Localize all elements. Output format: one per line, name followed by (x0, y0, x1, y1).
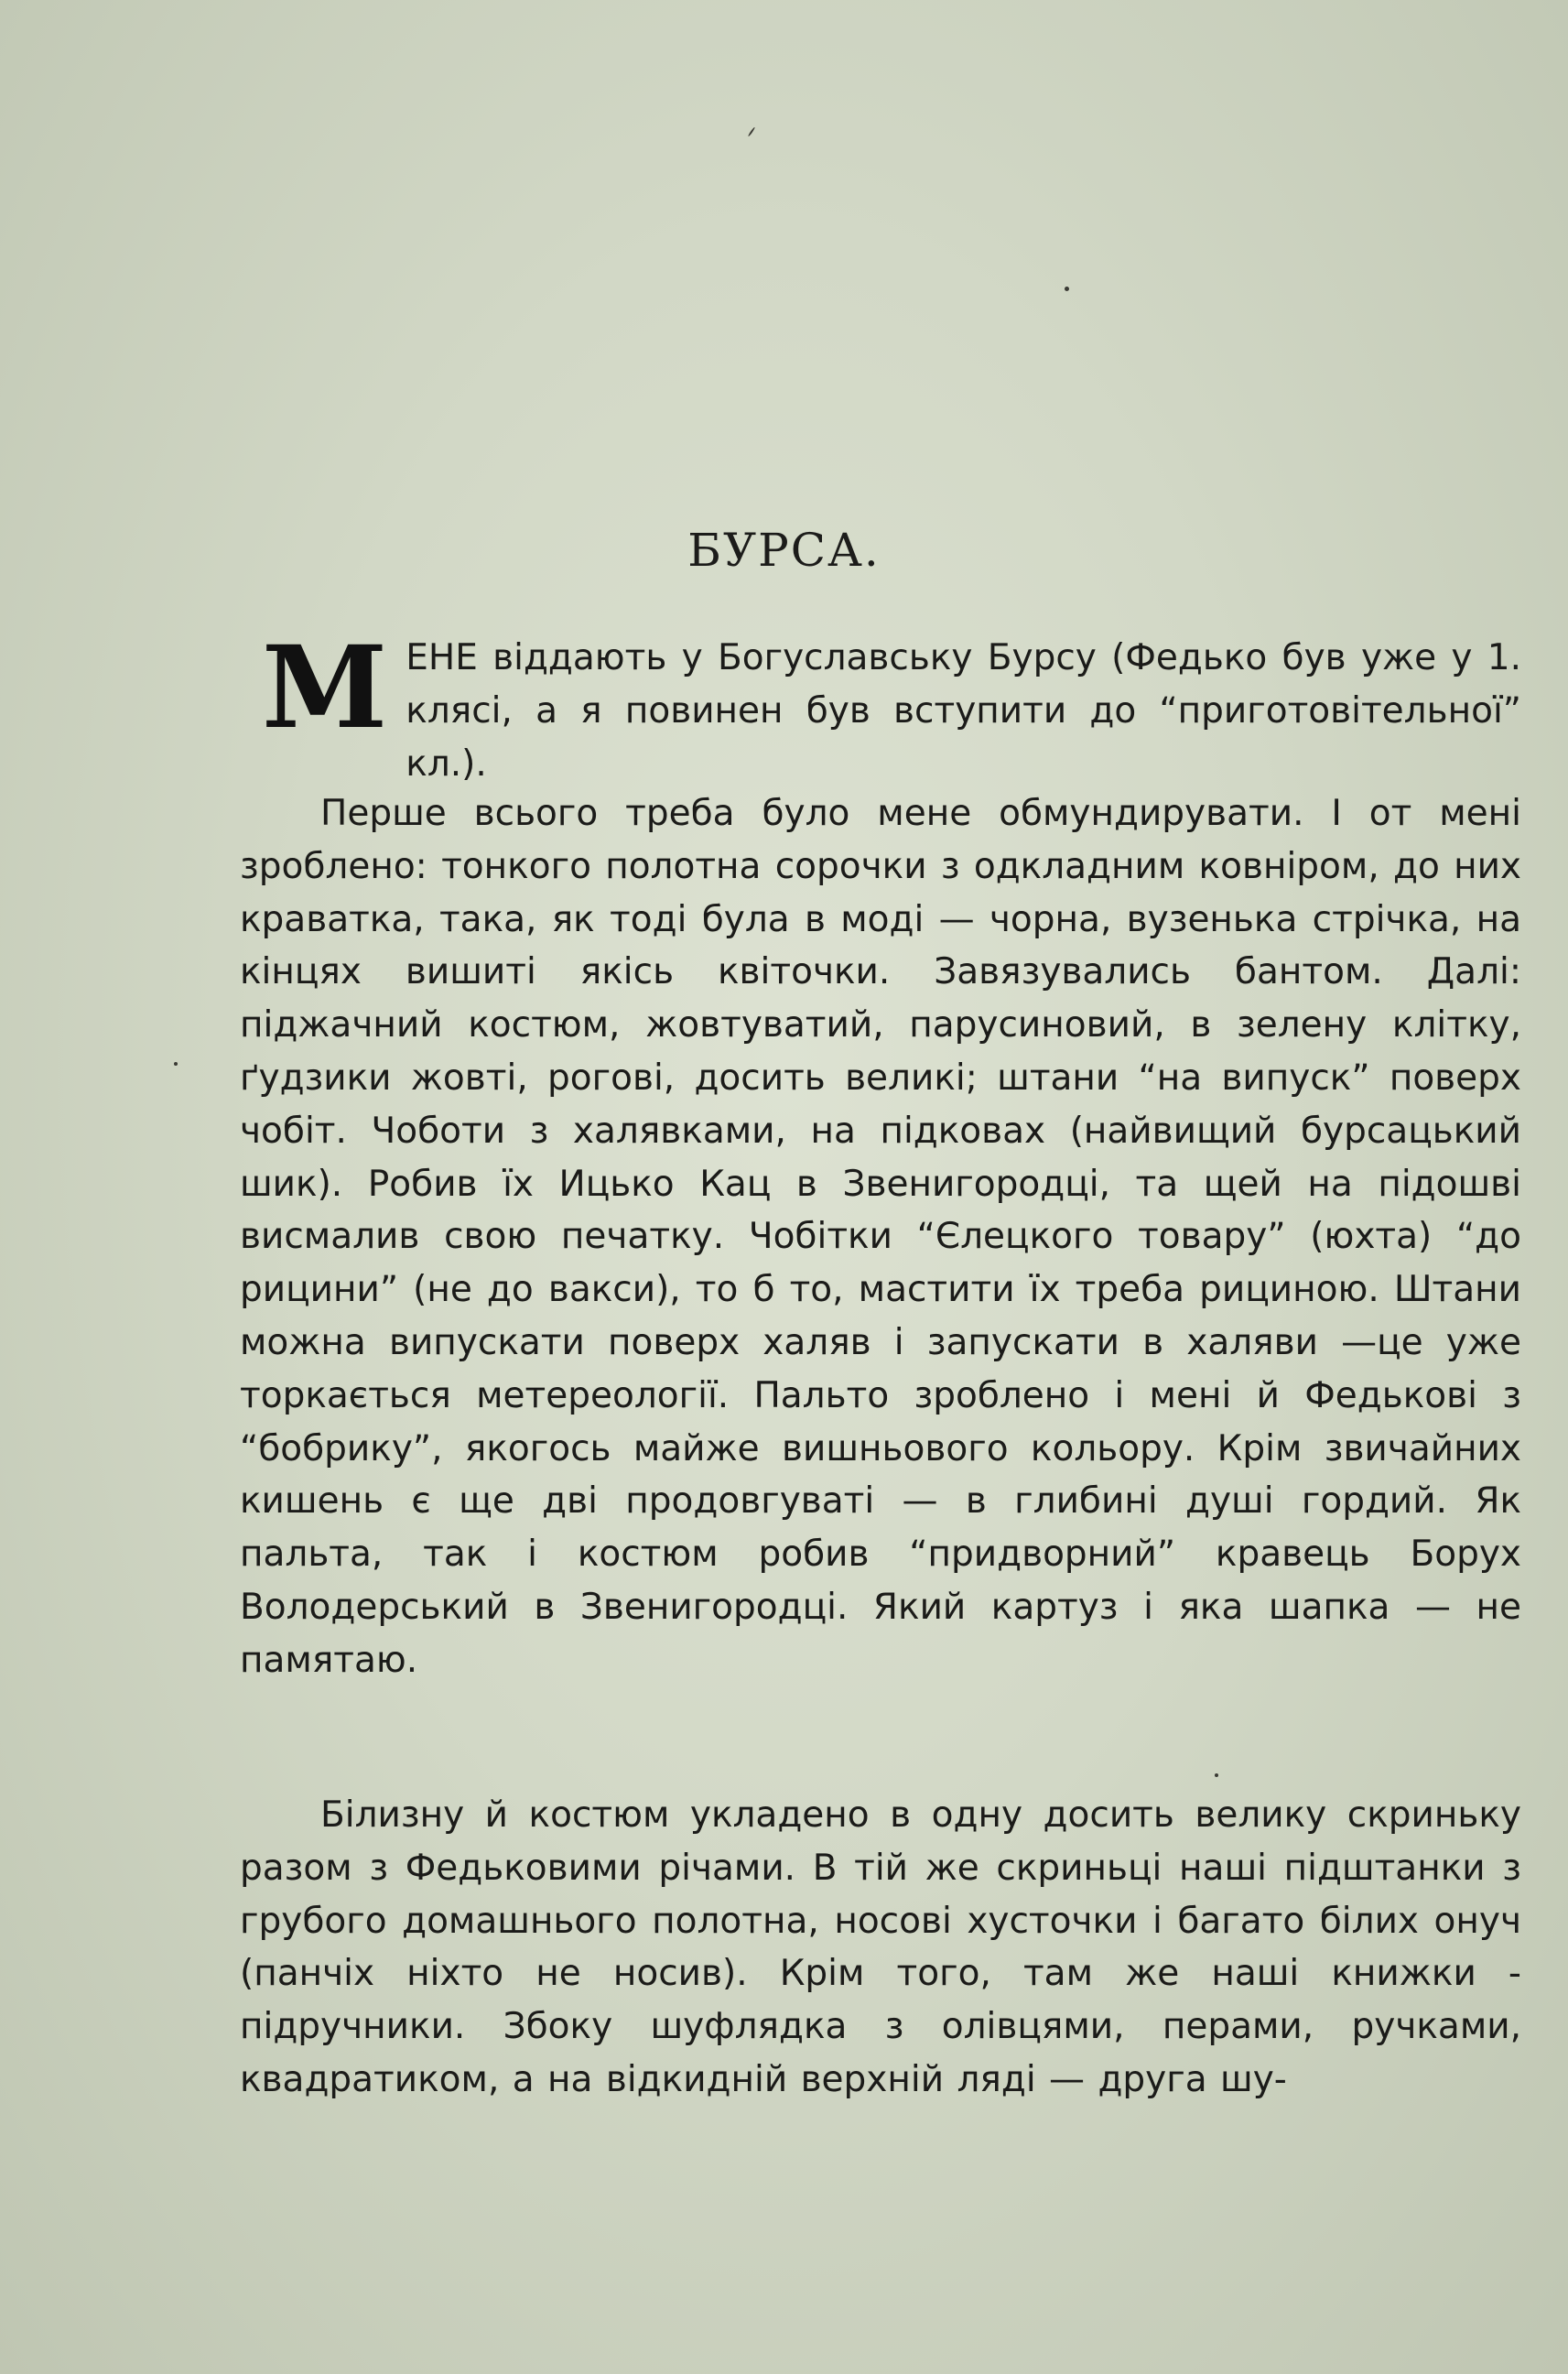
ink-speck (1065, 287, 1069, 291)
paragraph-uniform: Перше всього треба було мене обмундирувати. І от мені зроблено: тонкого полотна сорочки з одкладним ковніром, до них краватка, така, як тоді була в моді — чорна, вузенька стрічка, на кінцях вишиті якісь квіточки. Завязувались бантом. Далі: піджачний костюм, жовтуватий, парусиновий, в зелену клітку, ґудзики жовті, рогові, досить великі; штани “на випуск” поверх чобіт. Чоботи з халявками, на підковах (найвищий бурсацький шик). Робив їх Ицько Кац в Звенигородці, та щей на підошві висмалив свою печатку. Чобітки “Єлецкого товару” (юхта) “до рицини” (не до вакси), то б то, мастити їх треба рициною. Штани можна випускати поверх халяв і запускати в халяви —це уже торкається метереології. Пальто зроблено і мені й Федькові з “бобрику”, якогось майже вишньового кольору. Крім звичайних кишень є ще дві продовгуваті — в глибині душі гордий. Як пальта, так і костюм робив “придворний” кравець Борух Володерський в Звенигородці. Який картуз і яка шапка — не памятаю. (240, 793, 1521, 1681)
ink-speck (1215, 1773, 1218, 1777)
paragraph-chest: Білизну й костюм укладено в одну досить велику скриньку разом з Федьковими річами. В тій же скриньці наші підштанки з грубого домашнього полотна, носові хусточки і багато білих онуч (панчіх ніхто не носив). Крім того, там же наші книжки - підручники. Збоку шуфлядка з олівцями, перами, ручками, квадратиком, а на відкидній верхній ляді — друга шу- (240, 1794, 1521, 2100)
opening-paragraph (240, 622, 1521, 790)
drop-cap: М (262, 622, 388, 754)
ink-speck (174, 1062, 178, 1066)
ink-speck (748, 127, 756, 137)
opening-paragraph-text: ЕНЕ віддають у Богуславську Бурсу (Федько був уже у 1. клясі, а я повинен був вступити до “приготовітельної” кл.). (406, 637, 1521, 785)
chapter-title: БУРСА. (687, 524, 881, 577)
